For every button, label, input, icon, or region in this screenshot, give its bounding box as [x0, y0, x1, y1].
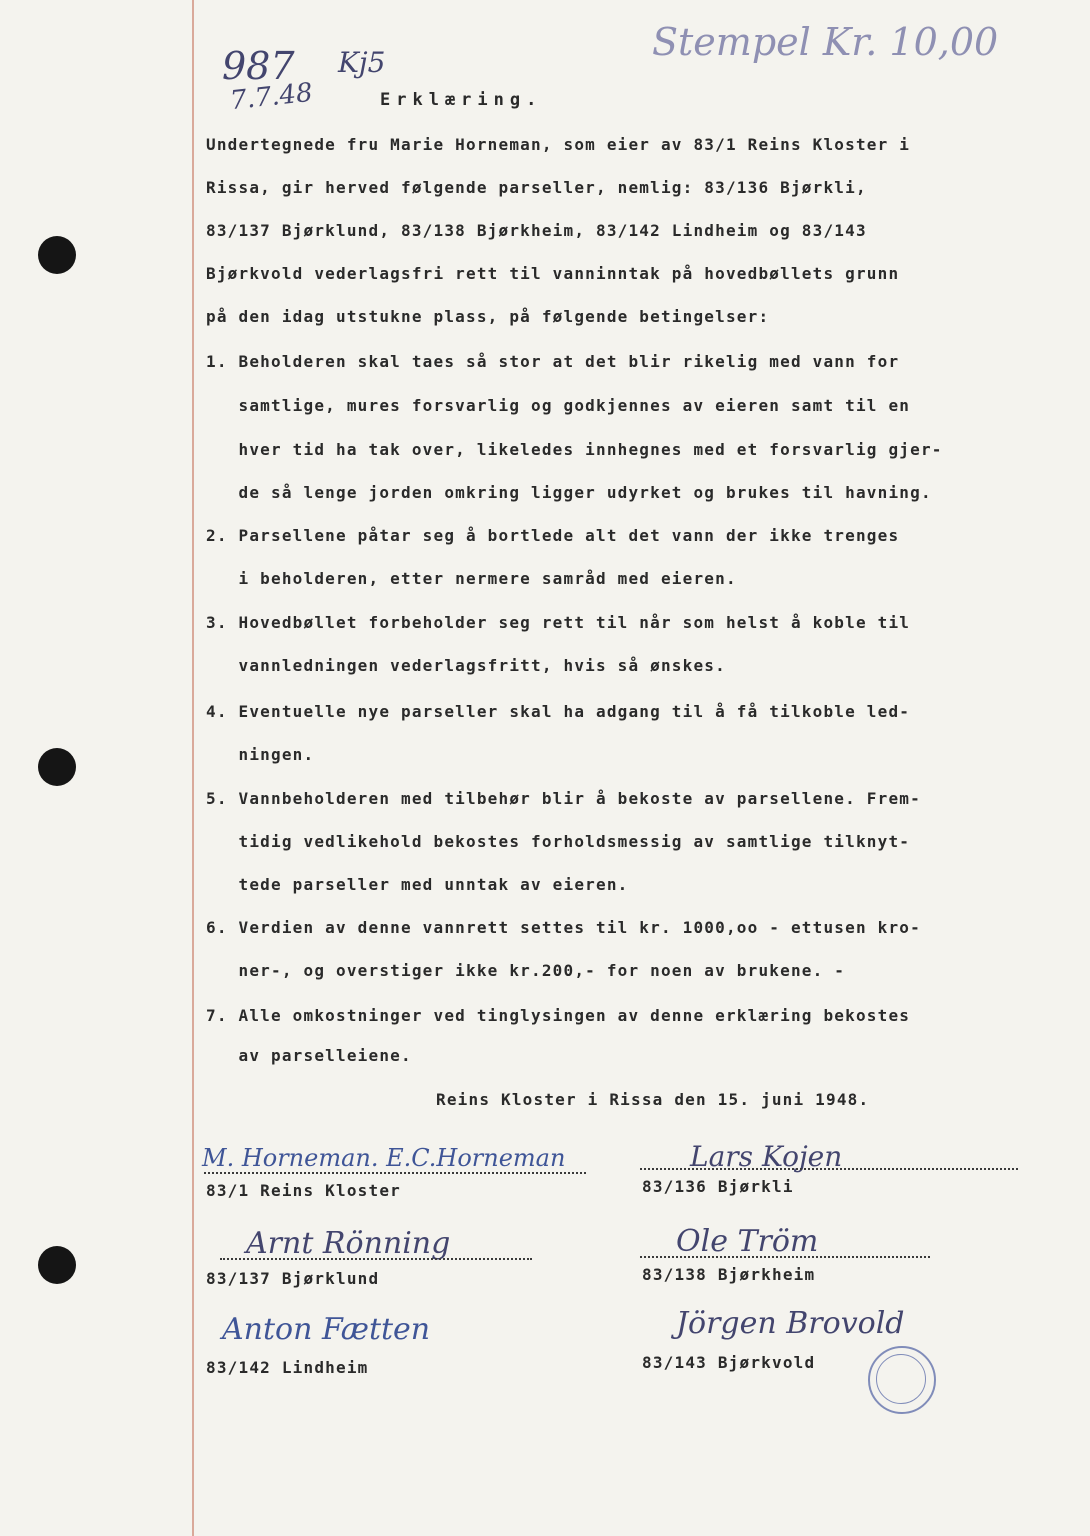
- signature-line: [220, 1258, 532, 1260]
- condition-line: tede parseller med unntak av eieren.: [206, 875, 629, 894]
- condition-line: ningen.: [206, 745, 315, 764]
- signature-brovold: Jörgen Brovold: [676, 1306, 905, 1341]
- stamp-duty-note: Stempel Kr. 10,00: [652, 20, 999, 64]
- condition-line: 3. Hovedbøllet forbeholder seg rett til når som helst å koble til: [206, 613, 911, 632]
- signature-line: [640, 1168, 1018, 1170]
- signature-line: [204, 1172, 586, 1174]
- body-line: Bjørkvold vederlagsfri rett til vanninntak på hovedbøllets grunn: [206, 264, 900, 283]
- signature-caption: 83/142 Lindheim: [206, 1358, 369, 1377]
- signature-faetten: Anton Fætten: [222, 1312, 431, 1347]
- condition-line: 1. Beholderen skal taes så stor at det blir rikelig med vann for: [206, 352, 900, 371]
- condition-line: samtlige, mures forsvarlig og godkjennes av eieren samt til en: [206, 396, 911, 415]
- punch-hole-top: [38, 236, 76, 274]
- condition-line: tidig vedlikehold bekostes forholdsmessig av samtlige tilknyt-: [206, 832, 911, 851]
- condition-line: av parselleiene.: [206, 1046, 412, 1065]
- handwritten-date: 7.7.48: [228, 77, 315, 117]
- rubber-stamp: [868, 1346, 936, 1414]
- signature-horneman: M. Horneman. E.C.Horneman: [202, 1144, 566, 1172]
- body-line: 83/137 Bjørklund, 83/138 Bjørkheim, 83/142 Lindheim og 83/143: [206, 221, 867, 240]
- condition-line: 2. Parsellene påtar seg å bortlede alt det vann der ikke trenges: [206, 526, 900, 545]
- document-title: Erklæring.: [380, 90, 543, 110]
- body-line: Undertegnede fru Marie Horneman, som eier av 83/1 Reins Kloster i: [206, 135, 911, 154]
- condition-line: hver tid ha tak over, likeledes innhegnes med et forsvarlig gjer-: [206, 440, 943, 459]
- condition-line: ner-, og overstiger ikke kr.200,- for noen av brukene. -: [206, 961, 846, 980]
- condition-line: 4. Eventuelle nye parseller skal ha adgang til å få tilkoble led-: [206, 702, 911, 721]
- body-line: på den idag utstukne plass, på følgende betingelser:: [206, 307, 770, 326]
- signature-caption: 83/137 Bjørklund: [206, 1269, 380, 1288]
- punch-hole-middle: [38, 748, 76, 786]
- margin-rule: [192, 0, 194, 1536]
- signature-kojen: Lars Kojen: [690, 1140, 843, 1173]
- signature-trom: Ole Tröm: [676, 1224, 819, 1259]
- signature-line: [640, 1256, 930, 1258]
- condition-line: de så lenge jorden omkring ligger udyrket og brukes til havning.: [206, 483, 932, 502]
- condition-line: 6. Verdien av denne vannrett settes til kr. 1000,oo - ettusen kro-: [206, 918, 921, 937]
- body-line: Rissa, gir herved følgende parseller, nemlig: 83/136 Bjørkli,: [206, 178, 867, 197]
- signature-ronning: Arnt Rönning: [246, 1226, 451, 1261]
- place-and-date: Reins Kloster i Rissa den 15. juni 1948.: [436, 1090, 870, 1109]
- condition-line: 7. Alle omkostninger ved tinglysingen av denne erklæring bekostes: [206, 1006, 911, 1025]
- punch-hole-bottom: [38, 1246, 76, 1284]
- signature-caption: 83/136 Bjørkli: [642, 1177, 794, 1196]
- condition-line: i beholderen, etter nermere samråd med eieren.: [206, 569, 737, 588]
- signature-caption: 83/143 Bjørkvold: [642, 1353, 816, 1372]
- condition-line: vannledningen vederlagsfritt, hvis så ønskes.: [206, 656, 726, 675]
- condition-line: 5. Vannbeholderen med tilbehør blir å bekoste av parsellene. Frem-: [206, 789, 921, 808]
- case-number: 987: [222, 44, 295, 88]
- handwritten-initials: Kj5: [338, 46, 386, 79]
- signature-caption: 83/1 Reins Kloster: [206, 1181, 401, 1200]
- signature-caption: 83/138 Bjørkheim: [642, 1265, 816, 1284]
